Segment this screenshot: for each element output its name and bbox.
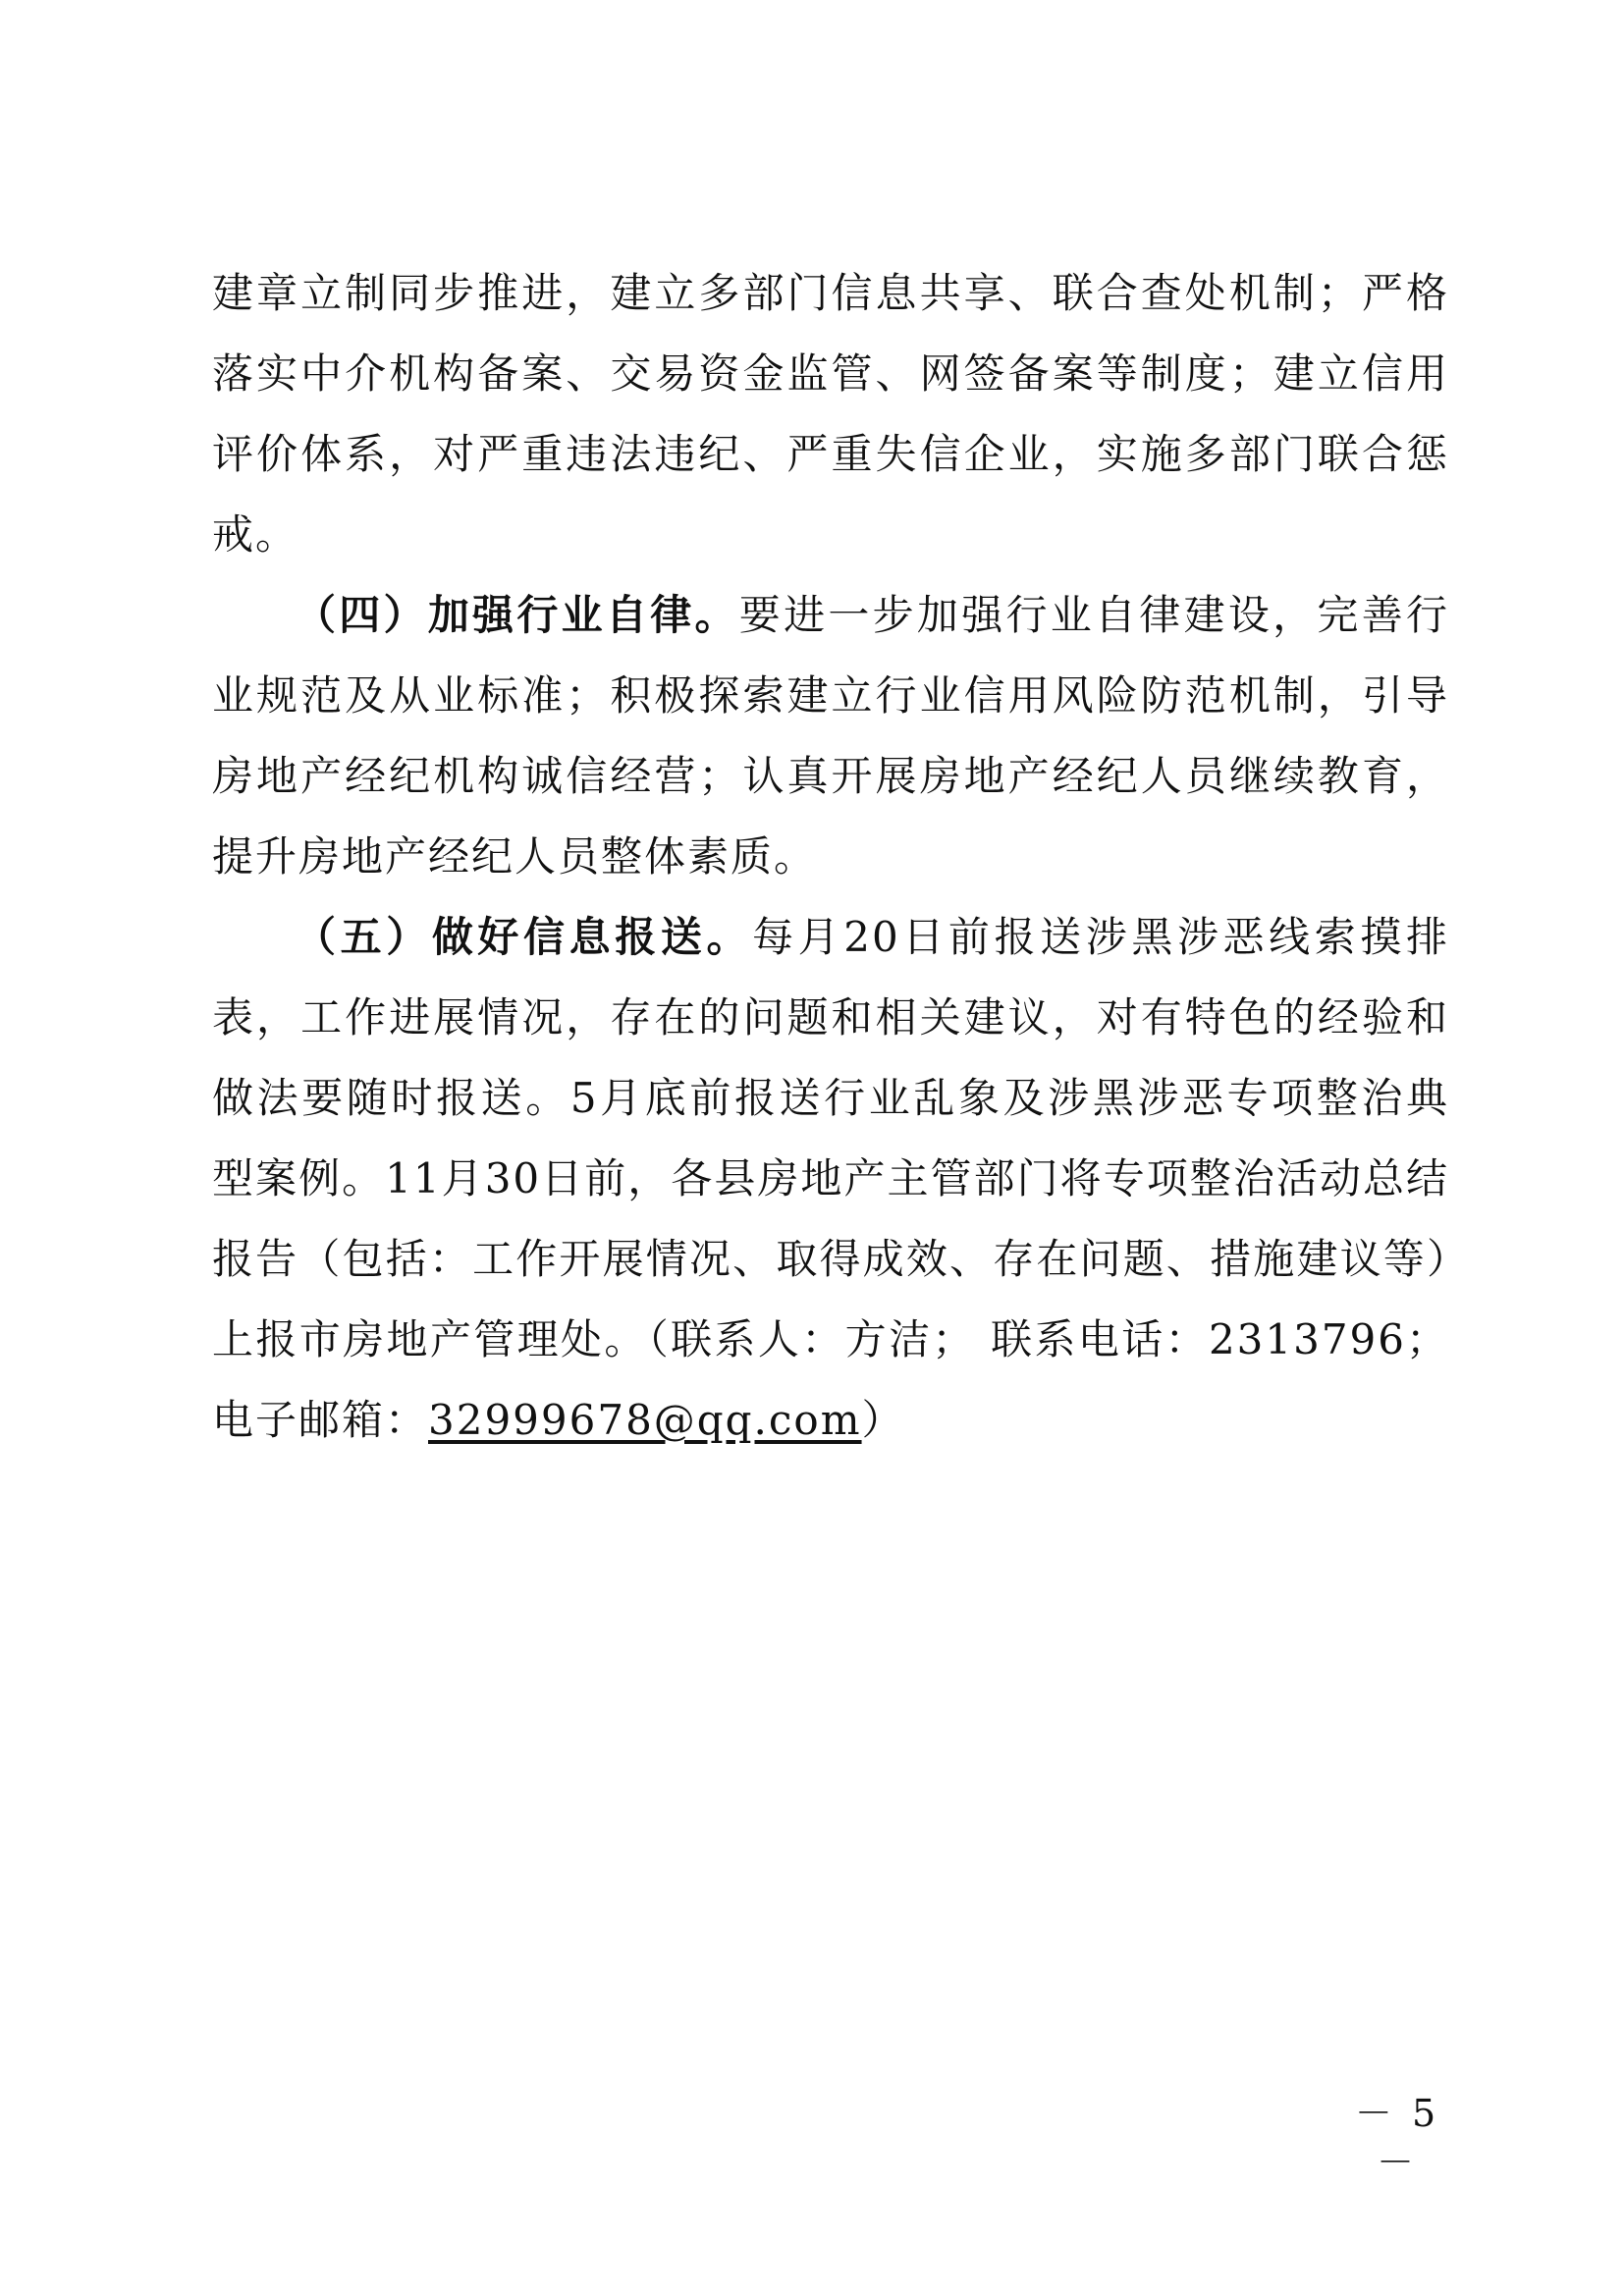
section-heading-five: （五）做好信息报送。 xyxy=(295,913,753,961)
document-body xyxy=(212,253,1449,1461)
section-heading-four: （四）加强行业自律。 xyxy=(295,591,739,639)
paragraph-information-reporting xyxy=(212,897,1449,1461)
paragraph-industry-self-discipline xyxy=(212,575,1449,897)
paragraph-text: 建章立制同步推进，建立多部门信息共享、联合查处机制；严格落实中介机构备案、交易资金监管、网签备案等制度；建立信用评价体系，对严重违法违纪、严重失信企业，实施多部门联合惩戒。 xyxy=(212,269,1449,559)
paragraph-continuation xyxy=(212,253,1449,575)
paragraph-text: 要进一步加强行业自律建设，完善行业规范及从业标准；积极探索建立行业信用风险防范机制，引导房地产经纪机构诚信经营；认真开展房地产经纪人员继续教育，提升房地产经纪人员整体素质。 xyxy=(212,591,1449,881)
contact-email-link[interactable]: 32999678@qq.com xyxy=(428,1396,862,1444)
paragraph-text: 每月20日前报送涉黑涉恶线索摸排表，工作进展情况，存在的问题和相关建议，对有特色的经验和做法要随时报送。5月底前报送行业乱象及涉黑涉恶专项整治典型案例。11月30日前，各县房地产主管部门将专项整治活动总结报告（包括：工作开展情况、取得成效、存在问题、措施建议等）上报市房地产管理处。（联系人：方洁； 联系电话：2313796；电子邮箱： xyxy=(212,913,1449,1444)
closing-parenthesis: ） xyxy=(861,1396,905,1444)
page-number: － 5 － xyxy=(1354,2092,1440,2184)
